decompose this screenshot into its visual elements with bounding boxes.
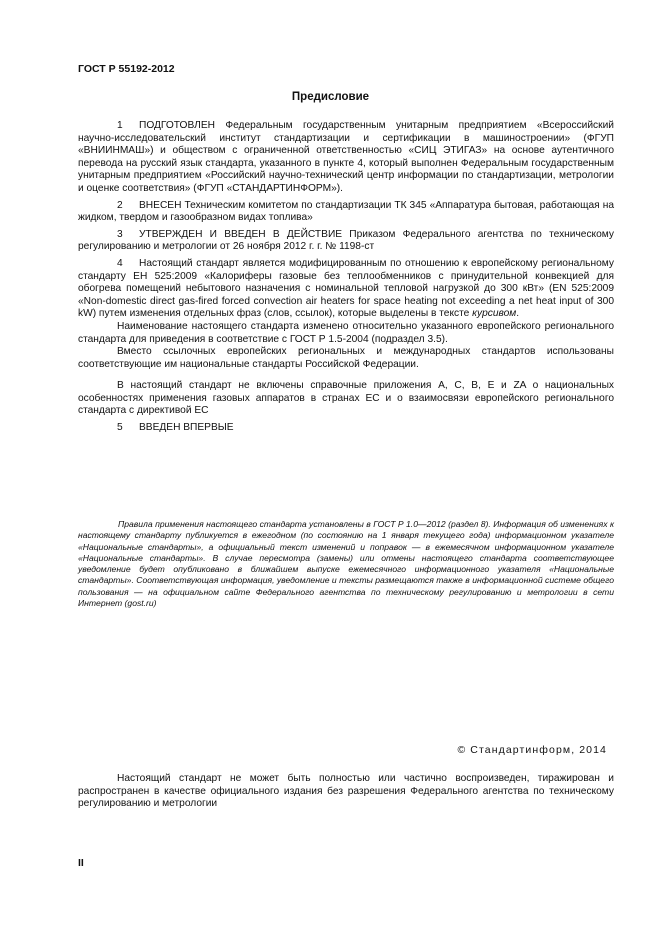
section-text: Настоящий стандарт является модифицированным по отношению к европейскому региональному стандарту ЕН 525:2009 «Калориферы газовые без теплообменников с принудительной конвекцией для обогрева помещений небытового назначения с номинальной тепловой нагрузкой до 300 кВт» (EN 525:2009 «Non-domestic direct gas-fired forced convection air heaters for space heating not exceeding a net heat input of 300 kW) путем изменения отдельных фраз (слов, ссылок), которые выделены в тексте <box>78 257 614 320</box>
section-4-title-note: Наименование настоящего стандарта изменено относительно указанного европейского регионального стандарта для приведения в соответствие с ГОСТ Р 1.5-2004 (подраздел 3.5). <box>78 320 614 345</box>
reproduction-rights-notice: Настоящий стандарт не может быть полностью или частично воспроизведен, тиражирован и распространен в качестве официального издания без разрешения Федерального агентства по техническому регулированию и метрологии <box>78 773 614 810</box>
section-3 <box>78 229 614 254</box>
section-number: 1 <box>117 120 123 131</box>
page-number: II <box>78 857 84 869</box>
section-text: ВНЕСЕН Техническим комитетом по стандартизации ТК 345 «Аппаратура бытовая, работающая на жидком, твердом и газообразном видах топлива» <box>78 199 614 224</box>
application-rules-note: Правила применения настоящего стандарта установлены в ГОСТ Р 1.0—2012 (раздел 8). Информация об изменениях к настоящему стандарту публикуется в ежегодном (по состоянию на 1 января текущего года) информационном указателе «Национальные стандарты», а официальный текст изменений и поправок — в ежемесячном информационном указателе «Национальные стандарты». В случае пересмотра (замены) или отмены настоящего стандарта соответствующее уведомление будет опубликовано в ближайшем выпуске ежемесячного информационного указателя «Национальные стандарты». Соответствующая информация, уведомление и тексты размещаются также в информационной системе общего пользования — на официальном сайте Федерального агентства по техническому регулированию и метрологии в сети Интернет (gost.ru) <box>78 519 614 609</box>
section-text: УТВЕРЖДЕН И ВВЕДЕН В ДЕЙСТВИЕ Приказом Федерального агентства по техническому регулированию и метрологии от 26 ноября 2012 г. г. № 1198-ст <box>78 228 614 253</box>
copyright: © Стандартинформ, 2014 <box>457 744 607 756</box>
section-number: 5 <box>117 422 123 434</box>
section-4-appendix-note: В настоящий стандарт не включены справочные приложения А, С, В, Е и ZA о национальных особенностях применения газовых аппаратов в странах ЕС и о взаимосвязи европейского регионального стандарта с директивой ЕС <box>78 380 614 417</box>
document-header-id: ГОСТ Р 55192-2012 <box>78 63 175 75</box>
section-4 <box>78 258 614 321</box>
section-text: ВВЕДЕН ВПЕРВЫЕ <box>139 422 234 434</box>
section-1 <box>78 120 614 196</box>
section-text: ПОДГОТОВЛЕН Федеральным государственным унитарным предприятием «Всероссийский научно-исследовательский институт стандартизации и сертификации в машиностроении» (ФГУП «ВНИИНМАШ») и обществом с ограниченной ответственностью «СИЦ ЭТИГАЗ» на основе аутентичного перевода на русский язык стандарта, указанного в пункте 4, который выполнен Федеральным государственным унитарным предприятием «Российский научно-технический центр информации по стандартизации, метрологии и оценке соответствия» (ФГУП «СТАНДАРТИНФОРМ»). <box>78 120 614 194</box>
section-number: 4 <box>117 257 123 269</box>
foreword-body <box>78 120 614 435</box>
section-5 <box>78 422 614 435</box>
section-number: 2 <box>117 199 123 211</box>
section-2 <box>78 200 614 225</box>
italic-term: курсивом <box>472 308 517 320</box>
section-4-references-note: Вместо ссылочных европейских региональных и международных стандартов использованы соответствующие им национальные стандарты Российской Федерации. <box>78 346 614 370</box>
section-number: 3 <box>117 228 123 240</box>
section-text-end: . <box>516 308 520 320</box>
page-title: Предисловие <box>291 91 370 103</box>
